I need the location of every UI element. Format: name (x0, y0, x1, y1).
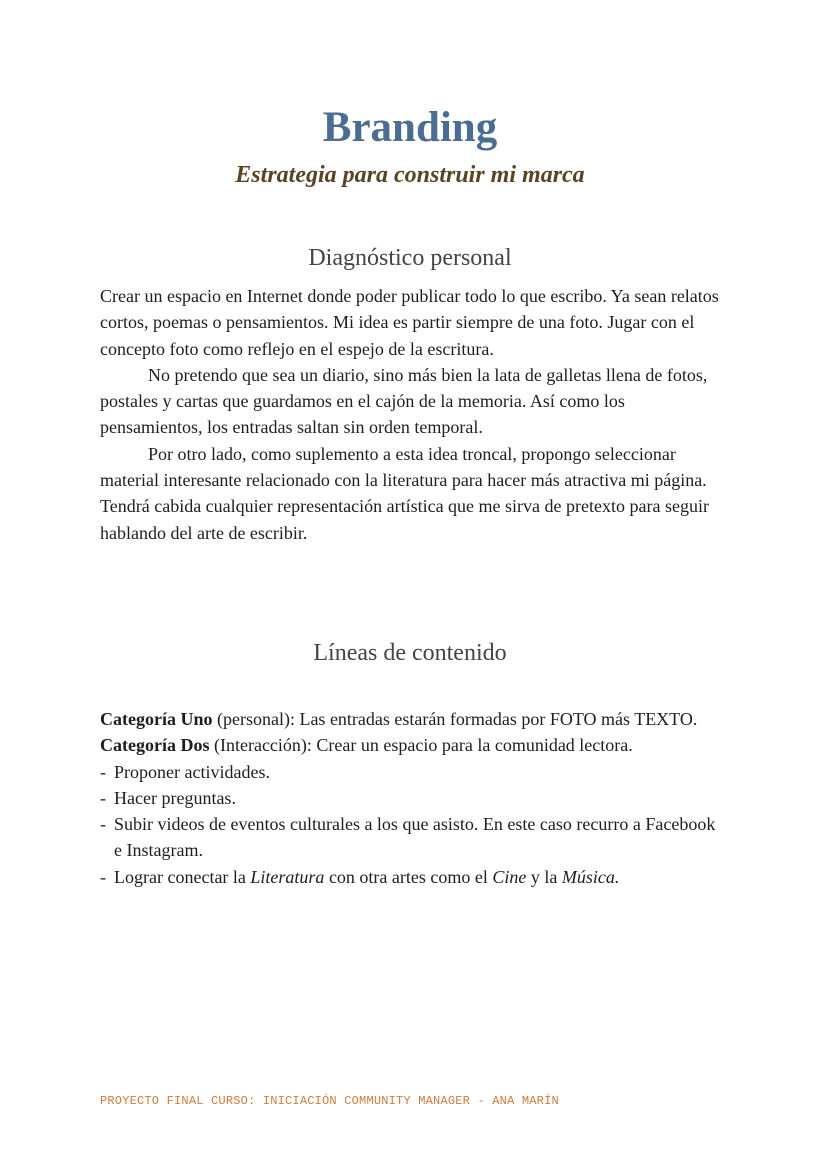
dash-bullet: - (100, 761, 106, 782)
diagnostico-paragraph-1: Crear un espacio en Internet donde poder publicar todo lo que escribo. Ya sean relatos cortos, poemas o pensamientos. Mi idea es partir siempre de una foto. Jugar con el concepto foto como reflejo en el espejo de la escritura. (100, 286, 719, 359)
lineas-body (100, 706, 720, 890)
section-heading-diagnostico: Diagnóstico personal (308, 245, 512, 271)
musica-italic: Música. (561, 866, 620, 887)
diagnostico-body (100, 283, 720, 546)
category-one-text: (personal): Las entradas estarán formadas por FOTO más TEXTO. (212, 709, 698, 729)
list-item-text-part1: Lograr conectar la (114, 866, 251, 887)
list-item-text-part3: y la (526, 866, 562, 887)
list-item (100, 864, 720, 890)
category-two-text: (Interacción): Crear un espacio para la comunidad lectora. (209, 735, 633, 756)
page-subtitle: Estrategia para construir mi marca (235, 162, 585, 188)
list-item-text-part2: con otra artes como el (324, 866, 493, 887)
list-item (100, 811, 720, 864)
list-item-text: Subir videos de eventos culturales a los que asisto. En este caso recurro a Facebook e Instagram. (114, 814, 716, 861)
list-item-text: Hacer preguntas. (114, 787, 236, 808)
list-item (100, 759, 720, 785)
section-heading-lineas: Líneas de contenido (313, 640, 507, 666)
page-footer: PROYECTO FINAL CURSO: INICIACIÓN COMMUNITY MANAGER - ANA MARÍN (100, 1094, 559, 1108)
diagnostico-paragraph-2: No pretendo que sea un diario, sino más bien la lata de galletas llena de fotos, postales y cartas que guardamos en el cajón de la memoria. Así como los pensamientos, los entradas saltan sin orden temporal. (100, 364, 708, 438)
list-item-text: Proponer actividades. (114, 761, 270, 782)
category-one (100, 706, 720, 732)
literatura-italic: Literatura (250, 866, 325, 887)
list-item (100, 785, 720, 811)
category-two-name: Categoría Dos (100, 735, 210, 756)
dash-bullet: - (100, 787, 106, 808)
activity-list (100, 759, 720, 890)
dash-bullet: - (100, 814, 106, 835)
cine-italic: Cine (492, 866, 527, 887)
dash-bullet: - (100, 866, 106, 887)
category-one-name: Categoría Uno (100, 709, 213, 729)
page-title: Branding (322, 104, 498, 151)
diagnostico-paragraph-3: Por otro lado, como suplemento a esta idea troncal, propongo seleccionar material interesante relacionado con la literatura para hacer más atractiva mi página. Tendrá cabida cualquier representación artística que me sirva de pretexto para seguir hablando del arte de escribir. (100, 443, 709, 543)
category-two (100, 732, 720, 758)
